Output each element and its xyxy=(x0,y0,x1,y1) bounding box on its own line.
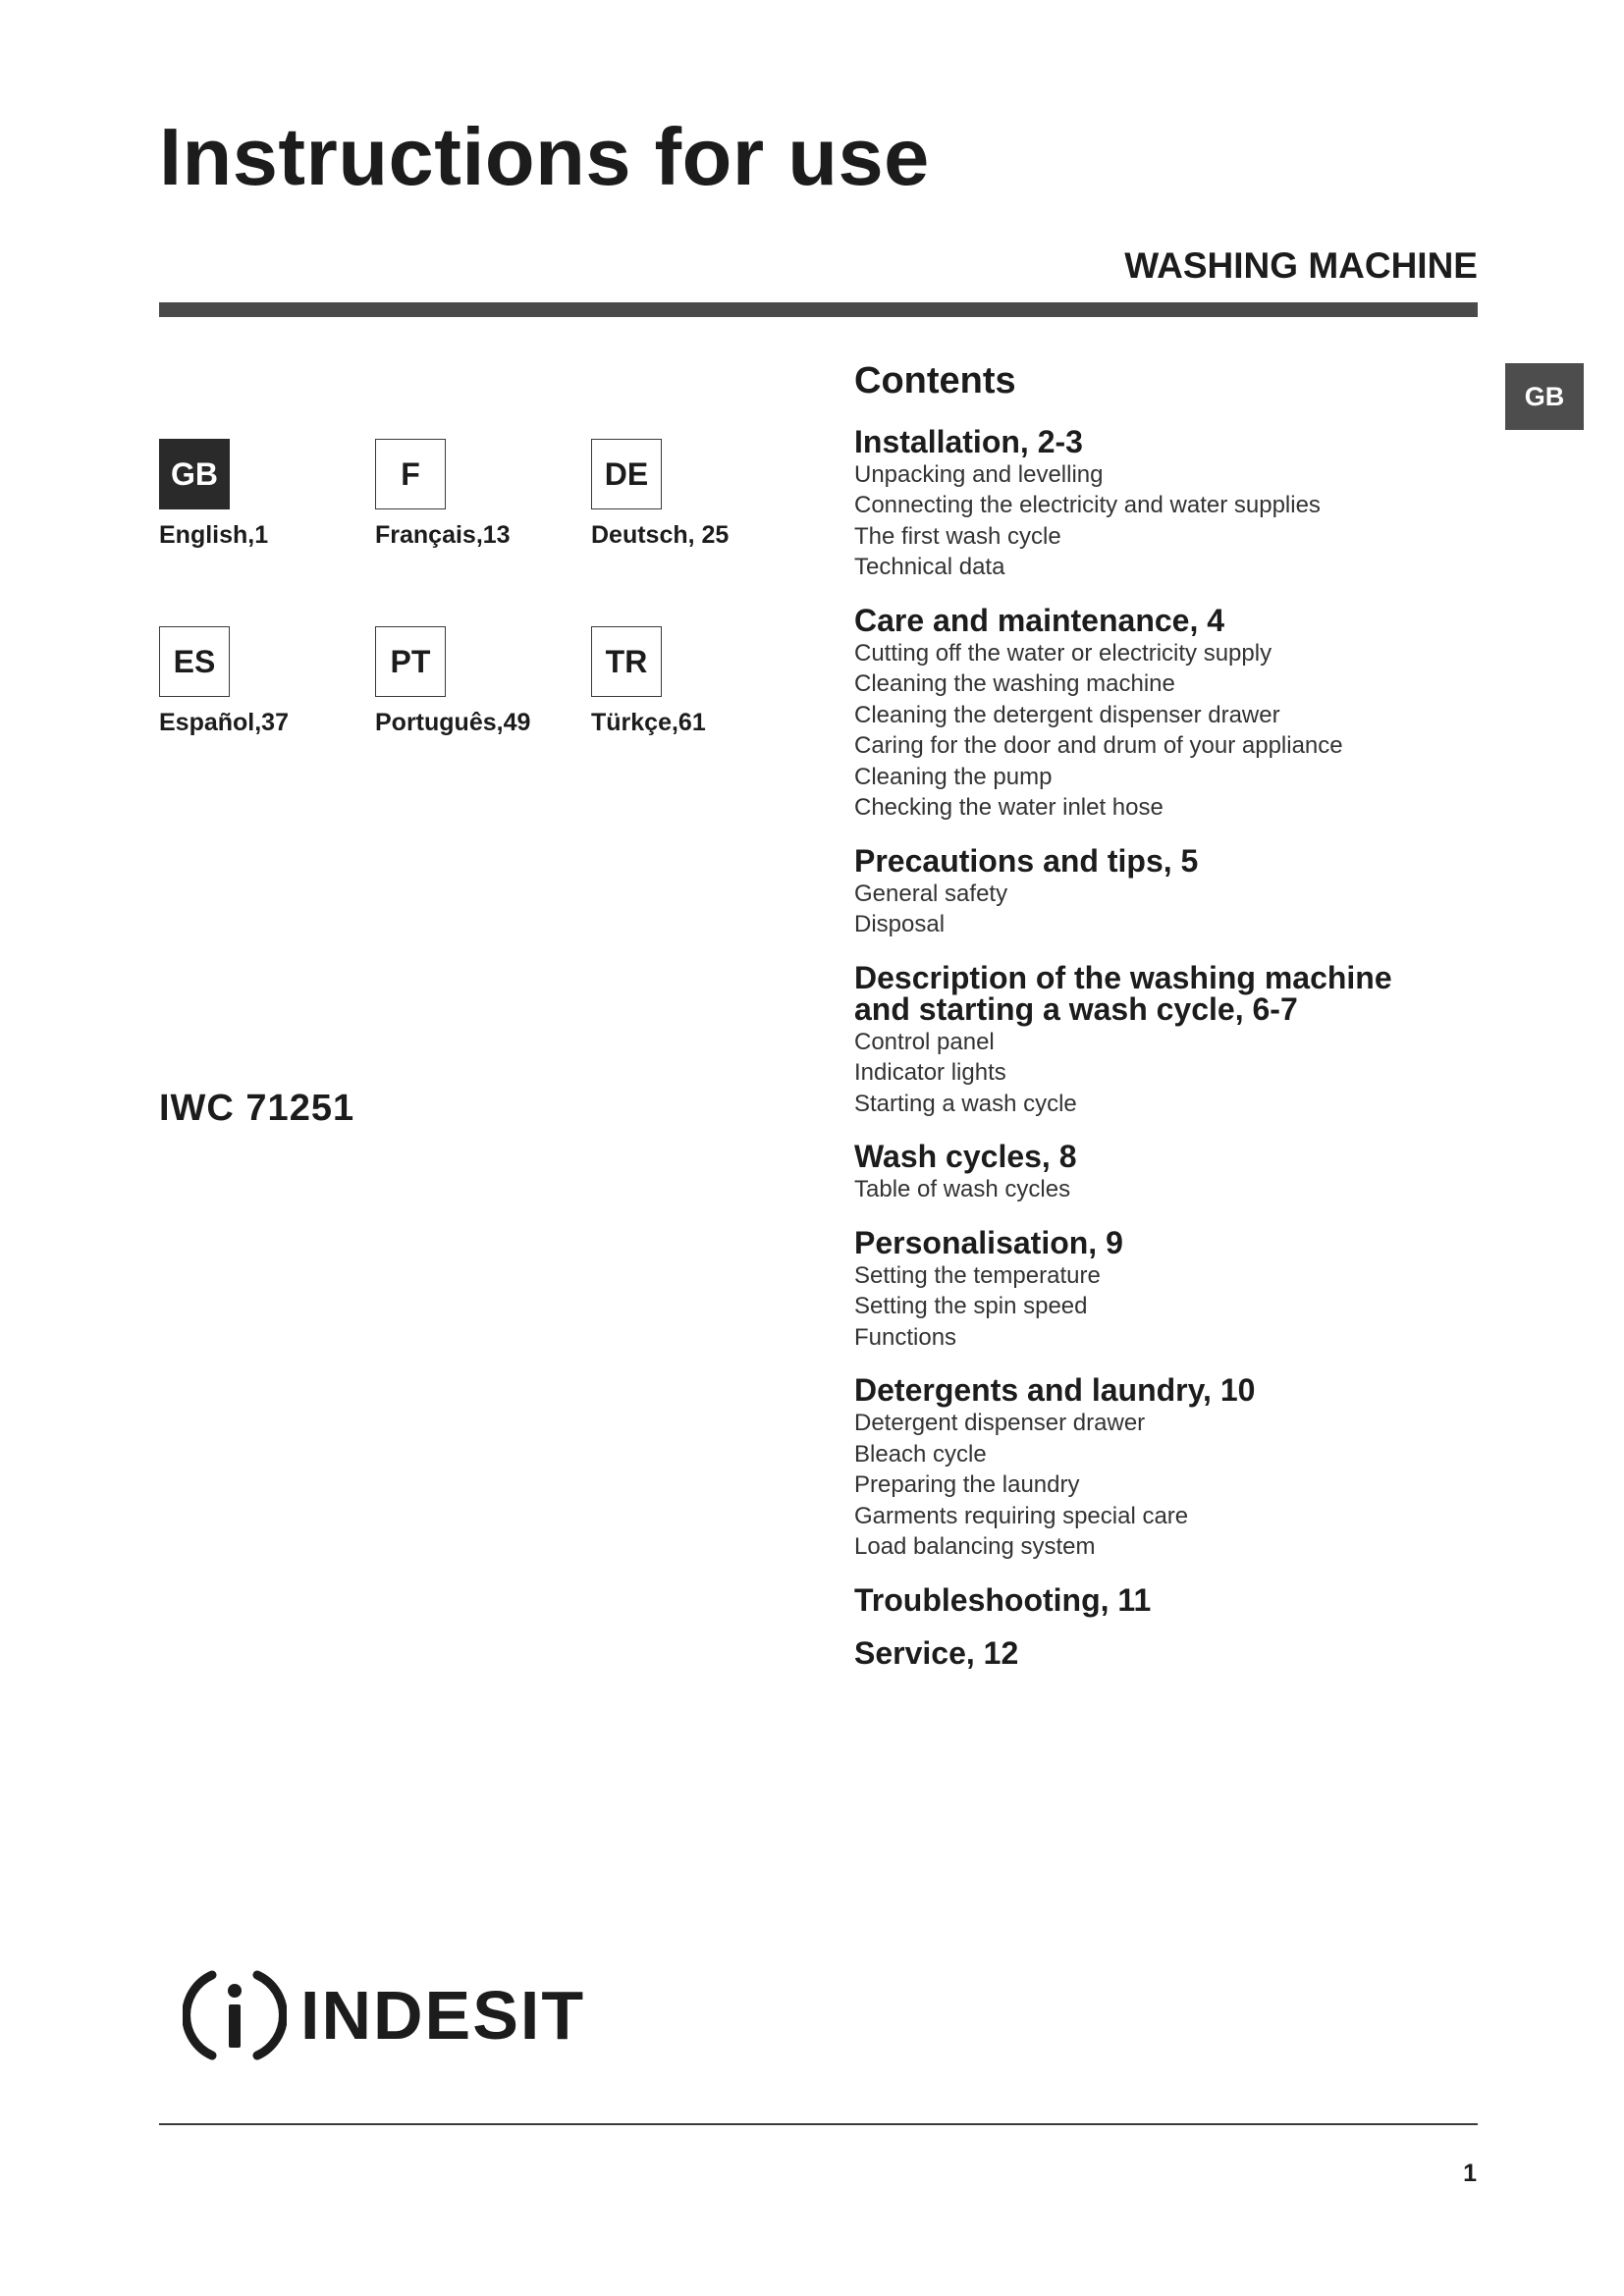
language-label: Deutsch, 25 xyxy=(591,521,730,549)
toc-item[interactable]: Cleaning the pump xyxy=(854,763,1053,790)
contents-title: Contents xyxy=(854,360,1016,401)
brand-logo xyxy=(183,1963,585,2067)
toc-item[interactable]: Cutting off the water or electricity supply xyxy=(854,639,1272,667)
toc-item[interactable]: Garments requiring special care xyxy=(854,1502,1189,1529)
model-number: IWC 71251 xyxy=(159,1088,355,1129)
language-side-tab: GB xyxy=(1505,363,1584,430)
toc-item[interactable]: The first wash cycle xyxy=(854,522,1061,550)
product-type: WASHING MACHINE xyxy=(1124,245,1478,286)
toc-item[interactable]: Bleach cycle xyxy=(854,1440,987,1468)
language-code-badge: GB xyxy=(159,439,230,509)
language-link-pt[interactable] xyxy=(375,626,591,737)
toc-item[interactable]: Control panel xyxy=(854,1028,995,1055)
toc-item[interactable]: Indicator lights xyxy=(854,1059,1006,1087)
language-link-es[interactable] xyxy=(159,626,375,737)
language-label: English,1 xyxy=(159,521,269,549)
toc-item[interactable]: Setting the spin speed xyxy=(854,1293,1088,1320)
language-code-badge: DE xyxy=(591,439,662,509)
language-label: Français,13 xyxy=(375,521,511,549)
toc-section-heading[interactable]: Care and maintenance, 4 xyxy=(854,602,1225,638)
toc-section-care xyxy=(854,602,1483,824)
toc-item[interactable]: Table of wash cycles xyxy=(854,1176,1071,1203)
toc-item[interactable]: Cleaning the washing machine xyxy=(854,670,1175,698)
toc-item[interactable]: Checking the water inlet hose xyxy=(854,794,1164,822)
toc-section-heading[interactable]: Installation, 2-3 xyxy=(854,423,1083,459)
language-link-de[interactable] xyxy=(591,439,807,550)
toc-section-service xyxy=(854,1634,1483,1671)
toc-section-heading[interactable]: Personalisation, 9 xyxy=(854,1224,1123,1260)
toc-section-heading[interactable]: Precautions and tips, 5 xyxy=(854,842,1199,879)
toc-item[interactable]: Cleaning the detergent dispenser drawer xyxy=(854,701,1280,728)
language-link-tr[interactable] xyxy=(591,626,807,737)
toc-item[interactable]: Unpacking and levelling xyxy=(854,460,1104,488)
brand-name: INDESIT xyxy=(300,1977,586,2054)
toc-item[interactable]: Detergent dispenser drawer xyxy=(854,1410,1146,1437)
toc-section-heading[interactable]: Troubleshooting, 11 xyxy=(854,1581,1152,1618)
toc-item[interactable]: Setting the temperature xyxy=(854,1261,1101,1289)
toc-section-precautions xyxy=(854,842,1483,940)
toc-section-personalisation xyxy=(854,1224,1483,1354)
toc-section-heading[interactable]: Detergents and laundry, 10 xyxy=(854,1372,1256,1409)
language-label: Português,49 xyxy=(375,709,531,736)
indesit-logo-icon xyxy=(183,1963,287,2067)
page-title: Instructions for use xyxy=(159,111,930,202)
language-link-gb[interactable] xyxy=(159,439,375,550)
toc-section-heading[interactable]: Service, 12 xyxy=(854,1634,1019,1671)
language-link-f[interactable] xyxy=(375,439,591,550)
language-code-badge: TR xyxy=(591,626,662,697)
toc-item[interactable]: Functions xyxy=(854,1323,957,1351)
footer-divider xyxy=(159,2123,1478,2125)
toc-item[interactable]: Load balancing system xyxy=(854,1533,1096,1561)
toc-item[interactable]: Starting a wash cycle xyxy=(854,1090,1077,1117)
language-code-badge: F xyxy=(375,439,446,509)
page-number: 1 xyxy=(1463,2160,1477,2187)
header-divider xyxy=(159,302,1478,317)
toc-section-description xyxy=(854,959,1483,1120)
toc-item[interactable]: Disposal xyxy=(854,911,946,938)
toc-item[interactable]: Connecting the electricity and water supplies xyxy=(854,492,1321,519)
toc-section-troubleshooting xyxy=(854,1581,1483,1618)
toc-item[interactable]: Technical data xyxy=(854,554,1005,581)
toc-section-heading[interactable]: Wash cycles, 8 xyxy=(854,1139,1077,1175)
toc-item[interactable]: Caring for the door and drum of your appliance xyxy=(854,732,1343,760)
toc-section-heading[interactable]: Description of the washing machine and starting a wash cycle, 6-7 xyxy=(854,959,1392,1027)
language-code-badge: ES xyxy=(159,626,230,697)
toc-item[interactable]: Preparing the laundry xyxy=(854,1471,1080,1499)
toc-item[interactable]: General safety xyxy=(854,880,1008,907)
toc-section-detergents xyxy=(854,1374,1483,1563)
language-label: Español,37 xyxy=(159,709,289,736)
language-code-badge: PT xyxy=(375,626,446,697)
toc-section-installation xyxy=(854,423,1483,583)
table-of-contents xyxy=(854,359,1483,1690)
toc-section-wash-cycles xyxy=(854,1141,1483,1205)
language-label: Türkçe,61 xyxy=(591,709,706,736)
